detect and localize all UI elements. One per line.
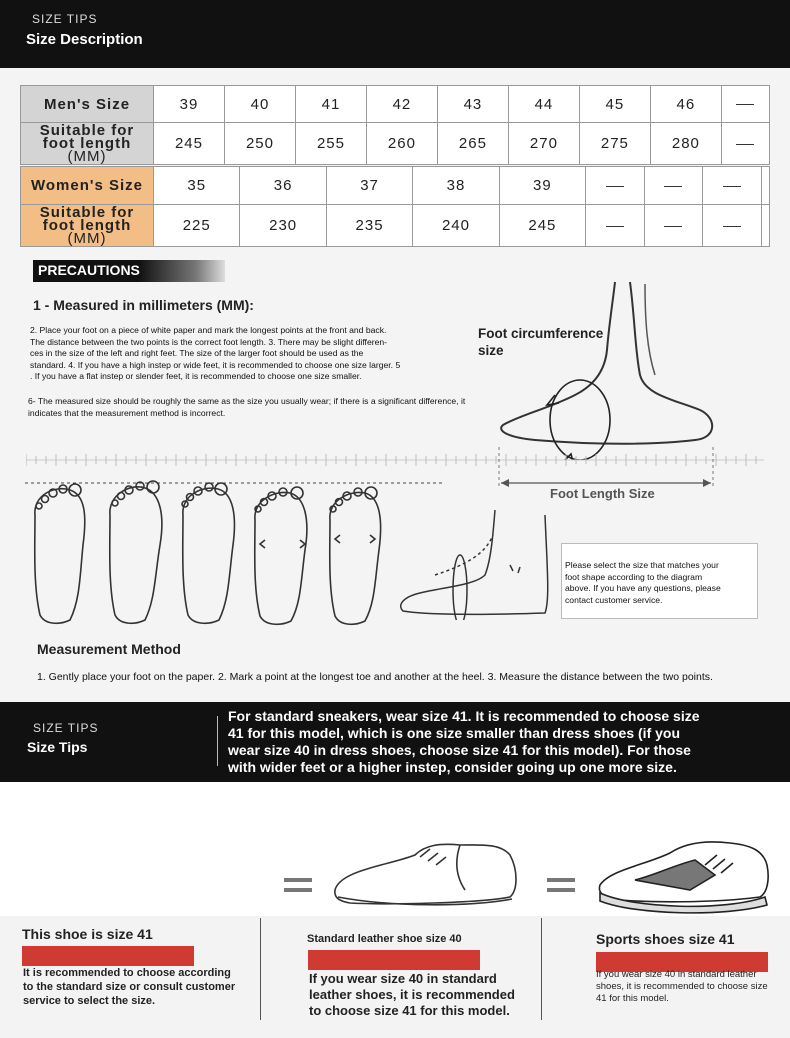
header-small-label: SIZE TIPS: [32, 12, 98, 26]
red-highlight-bar: [22, 946, 194, 966]
leather-shoe-size-title: Standard leather shoe size 40: [307, 933, 462, 945]
tips-line: with wider feet or a higher instep, consider going up one more size.: [228, 759, 677, 775]
men-length-cell: [721, 123, 769, 165]
empty-size-dash: [606, 226, 624, 227]
men-length-cell: 250: [224, 123, 295, 165]
bare-feet-icon: [25, 475, 450, 630]
women-length-cell: [644, 205, 702, 247]
men-size-label: Men's Size: [21, 86, 154, 123]
note-line: foot shape according to the diagram: [565, 571, 703, 582]
men-size-cell: 43: [437, 86, 508, 123]
para-line: The distance between the two points is the correct foot length. 3. There may be slight differen-: [30, 336, 388, 347]
women-size-cell: [586, 167, 644, 205]
men-size-cell: 44: [508, 86, 579, 123]
sports-shoe-recommendation: [596, 969, 781, 1005]
precautions-paragraph-2: [28, 396, 548, 419]
col1-line: It is recommended to choose according: [23, 967, 231, 979]
women-foot-label-line1: Suitable for foot length: [39, 204, 135, 234]
col3-line: If you wear size 40 in standard leather: [596, 969, 757, 980]
leather-shoe-recommendation: [309, 971, 524, 1019]
col3-line: shoes, it is recommended to choose size: [596, 981, 768, 992]
col2-line: to choose size 41 for this model.: [309, 1003, 510, 1018]
dress-shoe-icon: [330, 835, 525, 915]
women-length-cell: 240: [413, 205, 499, 247]
men-length-cell: 260: [366, 123, 437, 165]
para-line: 2. Place your foot on a piece of white paper and mark the longest points at the front and back.: [30, 325, 387, 335]
red-highlight-bar: [308, 950, 480, 970]
col2-line: If you wear size 40 in standard: [309, 971, 497, 986]
men-length-cell: 265: [437, 123, 508, 165]
men-length-cell: 270: [508, 123, 579, 165]
empty-size-dash: [736, 104, 754, 105]
men-size-table: [20, 85, 770, 165]
women-length-cell: 245: [499, 205, 585, 247]
size-tips-title: Size Tips: [27, 739, 88, 755]
women-size-cell: 36: [240, 167, 326, 205]
women-size-cell: 37: [326, 167, 412, 205]
size-tips-text: [228, 708, 728, 776]
col1-line: to the standard size or consult customer: [23, 981, 236, 993]
women-length-cell: 230: [240, 205, 326, 247]
precautions-badge-label: PRECAUTIONS: [38, 262, 140, 278]
women-size-cell: [761, 167, 769, 205]
men-foot-label-unit: (MM): [67, 148, 107, 165]
women-size-cell: 39: [499, 167, 585, 205]
men-foot-length-label: [21, 123, 154, 165]
men-foot-label-line1: Suitable for foot length: [39, 122, 135, 152]
tips-line: 41 for this model, which is one size smaller than dress shoes (if you: [228, 725, 681, 741]
para-line: standard. 4. If you have a high instep or wide feet, it is recommended to choose one size larger. 5: [30, 359, 401, 370]
men-size-cell: 42: [366, 86, 437, 123]
men-size-cell: [721, 86, 769, 123]
women-length-cell: [703, 205, 761, 247]
men-size-cell: 45: [579, 86, 650, 123]
men-size-cell: 40: [224, 86, 295, 123]
empty-size-dash: [736, 144, 754, 145]
this-shoe-size-title: This shoe is size 41: [22, 926, 153, 942]
col1-line: service to select the size.: [23, 995, 156, 1007]
women-size-cell: 35: [154, 167, 240, 205]
para-line: indicates that the measurement method is incorrect.: [28, 407, 226, 418]
women-size-table: [20, 166, 770, 247]
men-length-cell: 245: [154, 123, 225, 165]
para-line: 6- The measured size should be roughly the same as the size you usually wear; if there is a significant difference, it: [28, 396, 466, 406]
measurement-method-title: Measurement Method: [37, 641, 181, 657]
note-line: above. If you have any questions, please: [565, 583, 721, 594]
men-length-cell: 255: [295, 123, 366, 165]
men-length-cell: 275: [579, 123, 650, 165]
empty-size-dash: [723, 186, 741, 187]
note-line: contact customer service.: [565, 594, 663, 605]
this-shoe-recommendation: [23, 966, 248, 1008]
empty-size-dash: [664, 186, 682, 187]
precautions-heading: 1 - Measured in millimeters (MM):: [33, 297, 254, 313]
note-line: Please select the size that matches your: [565, 560, 719, 570]
column-separator: [260, 918, 261, 1020]
col3-line: 41 for this model.: [596, 993, 669, 1004]
column-separator: [541, 918, 542, 1020]
women-foot-length-label: [21, 205, 154, 247]
col2-line: leather shoes, it is recommended: [309, 987, 515, 1002]
men-size-cell: 46: [650, 86, 721, 123]
para-line: ces in the size of the left and right feet. The size of the larger foot should be used as the: [30, 348, 364, 359]
women-length-cell: [761, 205, 769, 247]
sneaker-icon: [595, 835, 775, 920]
empty-size-dash: [723, 226, 741, 227]
tips-line: For standard sneakers, wear size 41. It is recommended to choose size: [228, 708, 700, 724]
note-text: [565, 560, 751, 606]
foot-measure-icon: [395, 505, 555, 620]
precautions-paragraph-1: [30, 325, 470, 383]
men-length-cell: 280: [650, 123, 721, 165]
tips-line: wear size 40 in dress shoes, choose size 41 for this model). For those: [228, 742, 691, 758]
empty-size-dash: [664, 226, 682, 227]
men-size-cell: 41: [295, 86, 366, 123]
foot-length-label: Foot Length Size: [550, 486, 655, 501]
women-size-label: Women's Size: [21, 167, 154, 205]
foot-circ-line2: size: [478, 343, 504, 358]
women-length-cell: 225: [154, 205, 240, 247]
size-tips-small-label: SIZE TIPS: [33, 721, 99, 735]
foot-circ-line1: Foot circumference: [478, 326, 604, 341]
women-size-cell: [644, 167, 702, 205]
sports-shoe-size-title: Sports shoes size 41: [596, 931, 735, 947]
header-title: Size Description: [26, 31, 143, 48]
para-line: . If you have a flat instep or slender feet, it is recommended to choose one size smaller.: [30, 371, 362, 382]
empty-size-dash: [606, 186, 624, 187]
women-size-cell: [703, 167, 761, 205]
women-length-cell: 235: [326, 205, 412, 247]
measurement-method-steps: 1. Gently place your foot on the paper. 2. Mark a point at the longest toe and another at the heel. 3. Measure the distance between the two points.: [37, 671, 713, 683]
equals-icon: [543, 870, 583, 900]
size-tips-divider: [217, 716, 218, 766]
men-size-cell: 39: [154, 86, 225, 123]
women-length-cell: [586, 205, 644, 247]
foot-sketch-icon: [495, 280, 735, 460]
equals-icon: [280, 870, 320, 900]
note-box: [561, 543, 758, 619]
women-size-cell: 38: [413, 167, 499, 205]
women-foot-label-unit: (MM): [67, 230, 107, 247]
